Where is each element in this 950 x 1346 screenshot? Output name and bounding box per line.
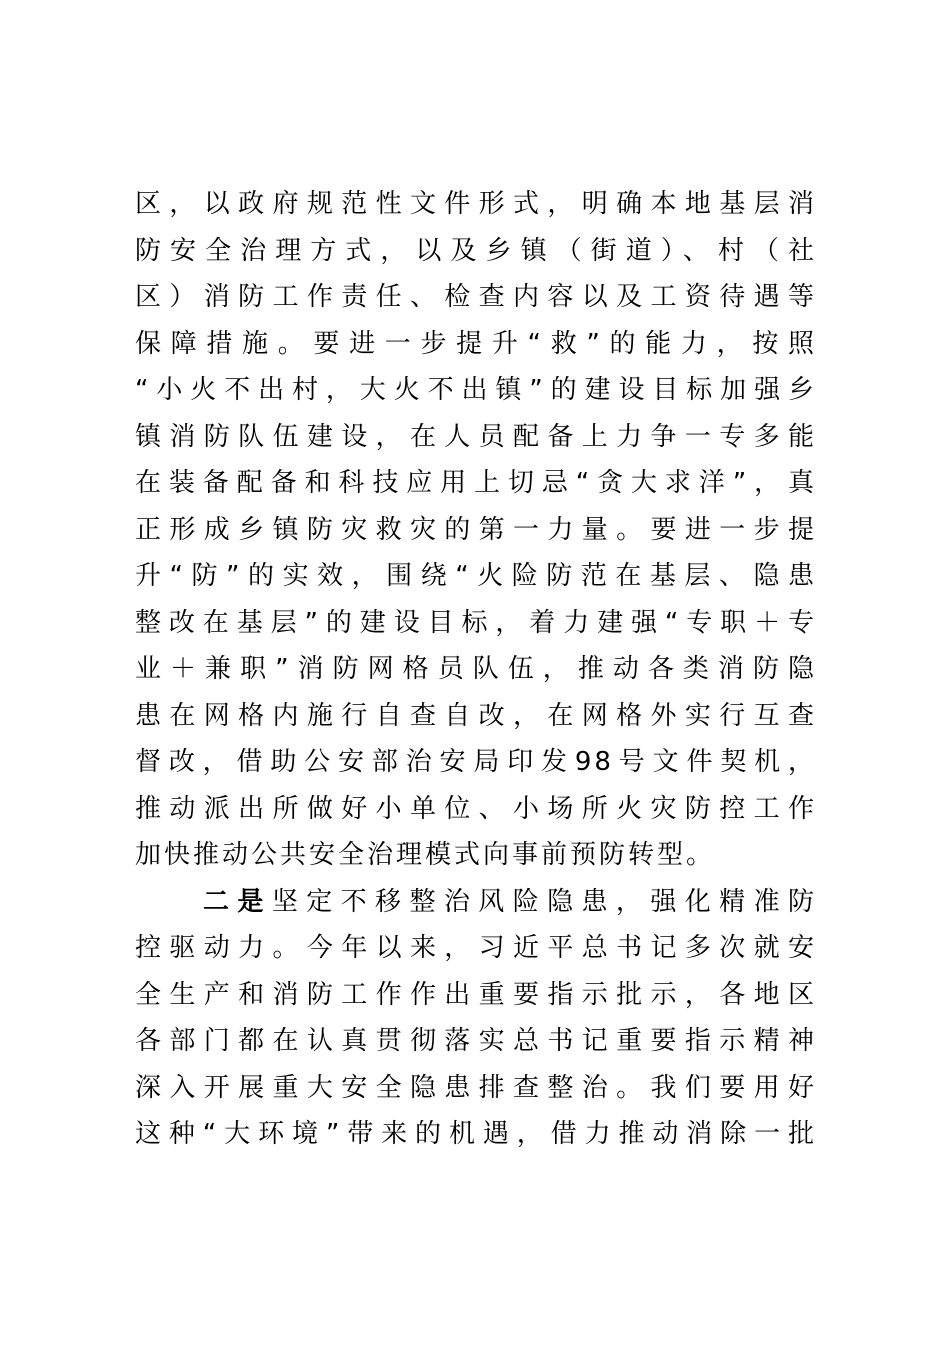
text-line: 升“防”的实效，围绕“火险防范在基层、隐患 xyxy=(135,561,817,591)
text-line: 防安全治理方式，以及乡镇（街道）、村（社 xyxy=(135,235,817,266)
text-line: 正形成乡镇防灾救灾的第一力量。要进一步提 xyxy=(135,514,817,545)
text-line: 这种“大环境”带来的机遇，借力推动消除一批 xyxy=(135,1119,817,1149)
paragraph-lead: 二是 xyxy=(203,886,272,917)
text-line: 区，以政府规范性文件形式，明确本地基层消 xyxy=(135,189,817,219)
text-line: 保障措施。要进一步提升“救”的能力，按照 xyxy=(135,328,817,359)
text-line: 全生产和消防工作作出重要指示批示，各地区 xyxy=(135,979,817,1010)
text-line: 加快推动公共安全治理模式向事前预防转型。 xyxy=(135,840,716,870)
text-line: 区）消防工作责任、检查内容以及工资待遇等 xyxy=(135,282,817,312)
text-line: 整改在基层”的建设目标，着力建强“专职＋专 xyxy=(135,607,817,638)
text-line: 在装备配备和科技应用上切忌“贪大求洋”，真 xyxy=(135,468,817,498)
text-line: 业＋兼职”消防网格员队伍，推动各类消防隐 xyxy=(135,654,817,684)
text-line: 控驱动力。今年以来，习近平总书记多次就安 xyxy=(135,933,817,963)
text-line: 深入开展重大安全隐患排查整治。我们要用好 xyxy=(135,1072,817,1103)
text-line: 镇消防队伍建设，在人员配备上力争一专多能 xyxy=(135,421,817,452)
text-line: “小火不出村，大火不出镇”的建设目标加强乡 xyxy=(135,375,817,405)
paragraph-lead-text: 坚定不移整治风险隐患，强化精准防 xyxy=(271,886,817,917)
paragraph-start-line xyxy=(135,879,817,926)
text-line: 各部门都在认真贯彻落实总书记重要指示精神 xyxy=(135,1026,817,1056)
text-line: 推动派出所做好小单位、小场所火灾防控工作 xyxy=(135,793,817,824)
text-line: 督改，借助公安部治安局印发98号文件契机， xyxy=(135,747,817,777)
body-text xyxy=(135,181,817,1158)
text-line: 患在网格内施行自查自改，在网格外实行互查 xyxy=(135,700,817,731)
